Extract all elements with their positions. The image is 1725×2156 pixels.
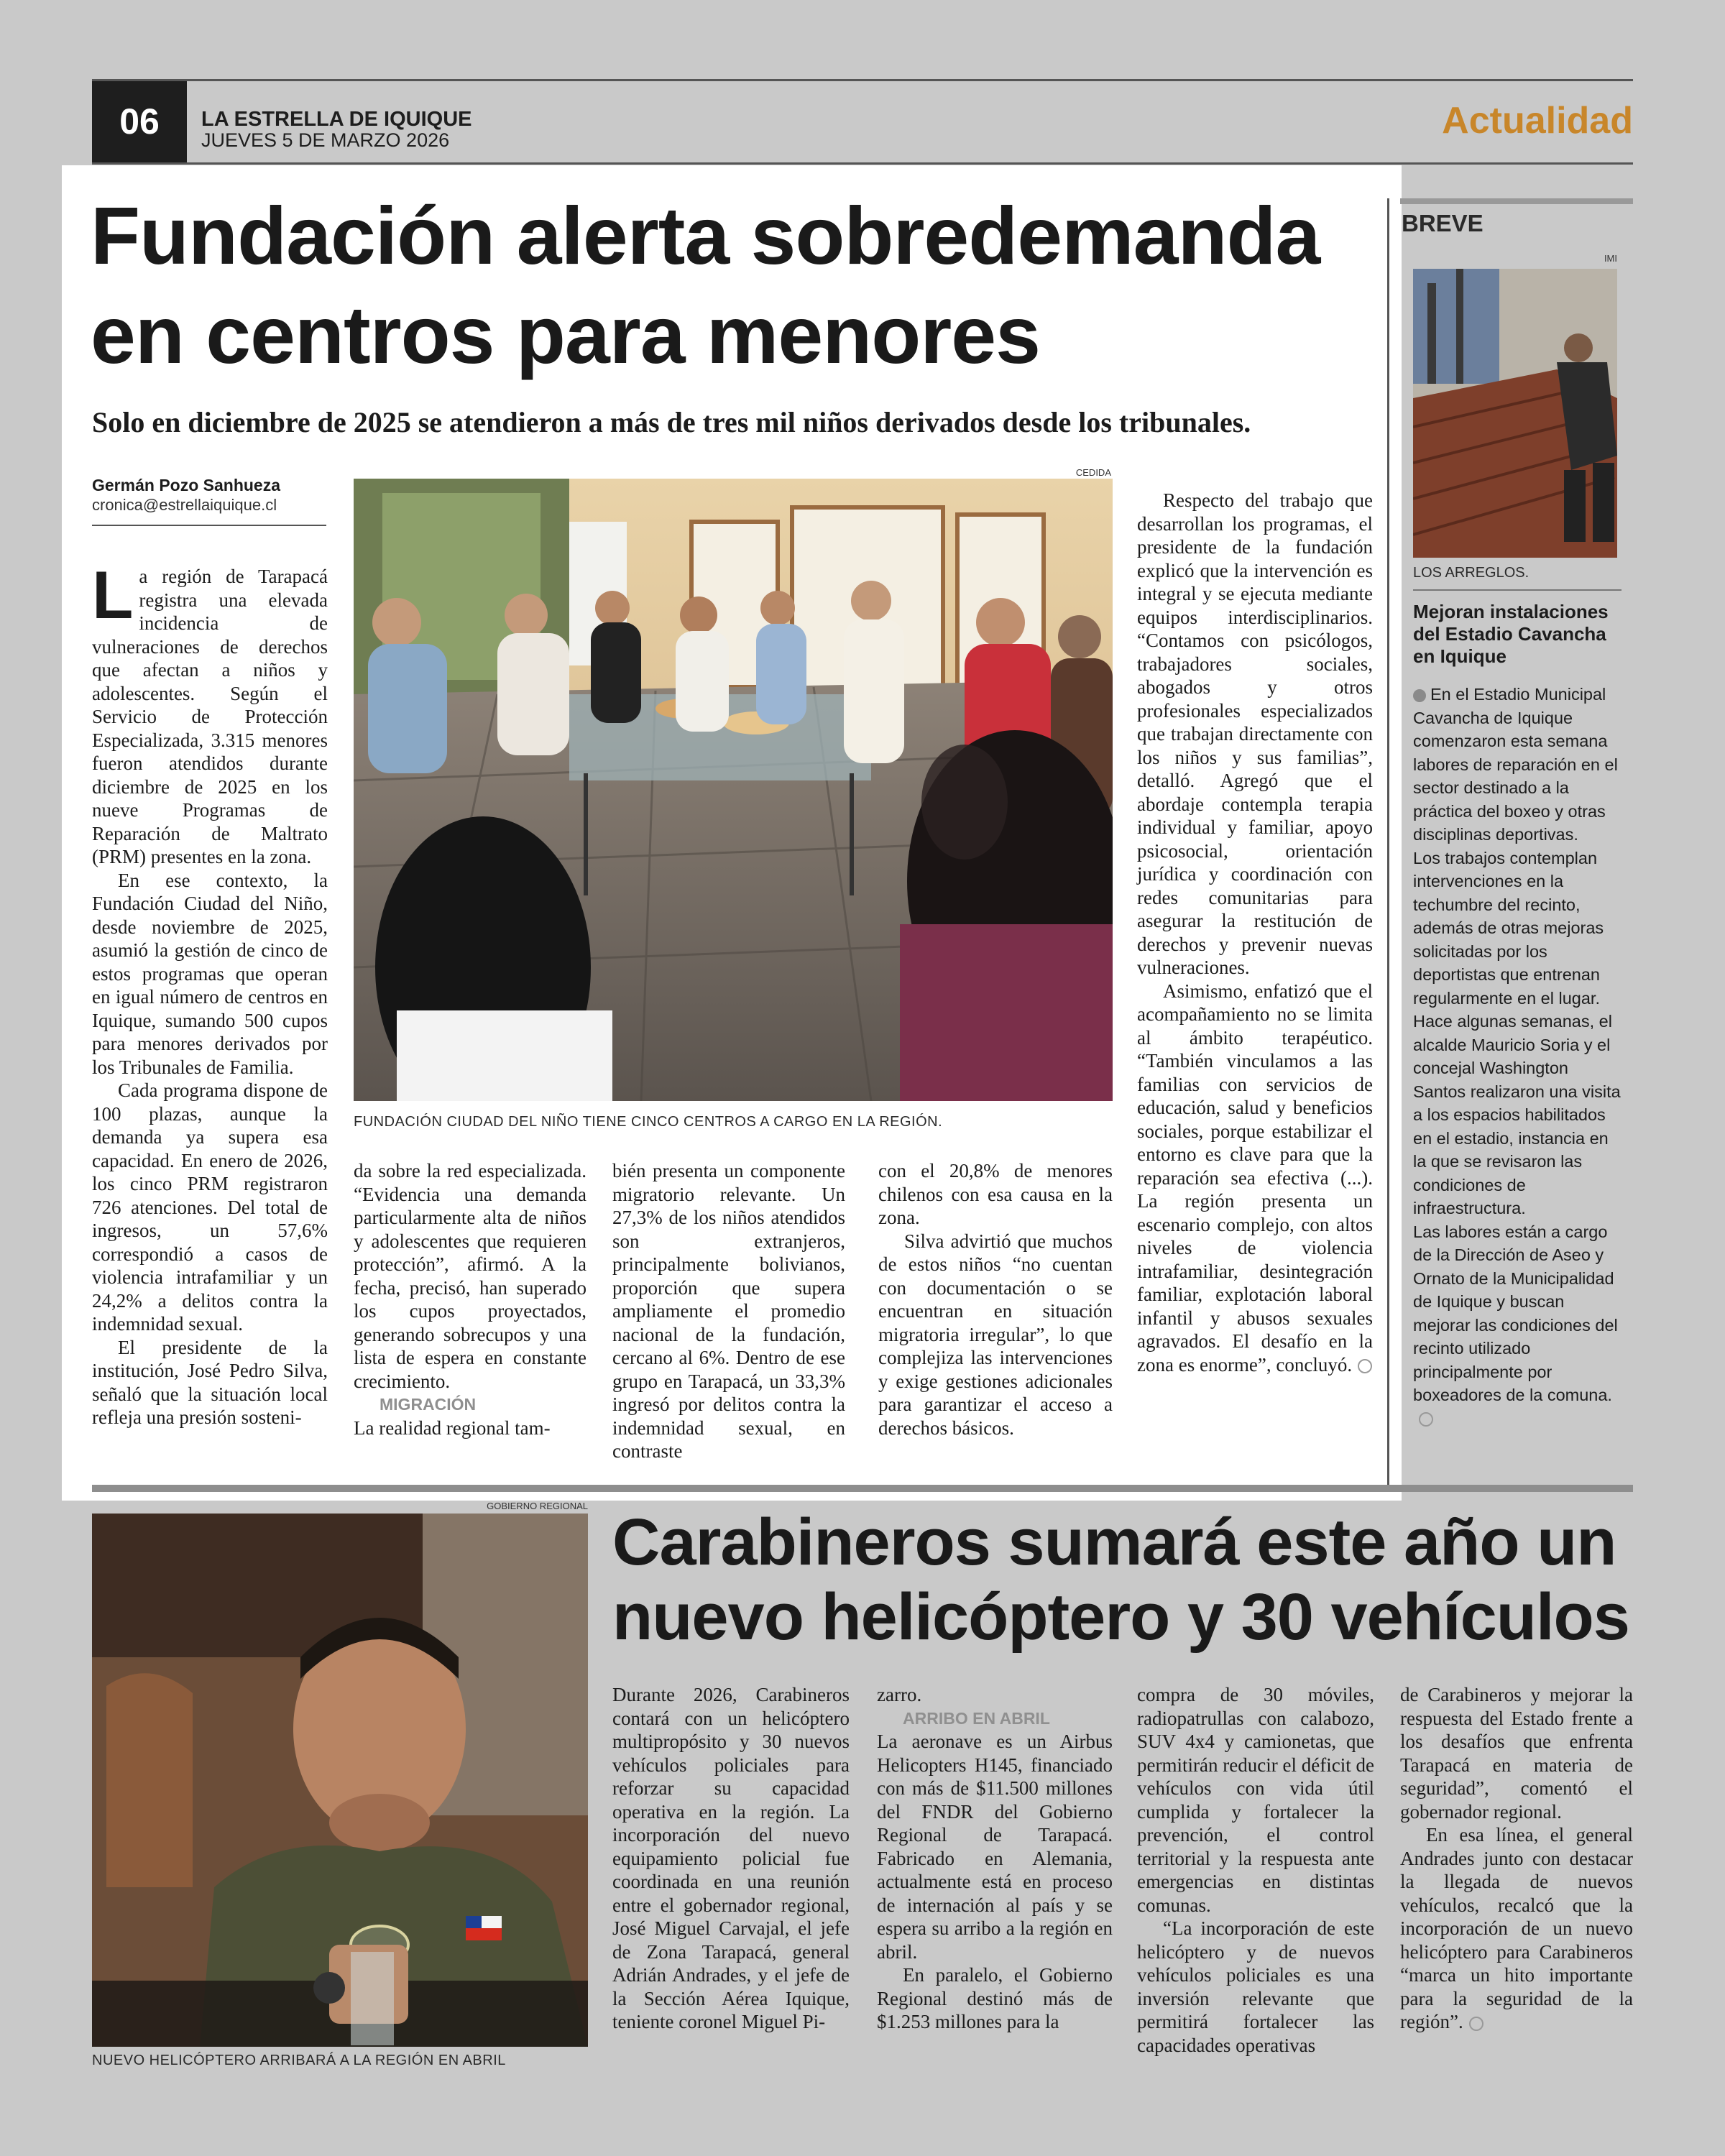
newspaper-name: LA ESTRELLA DE IQUIQUE [201,108,472,131]
second-col-3 [1137,1683,1374,2057]
main-headline-line2: en centros para menores [91,290,1040,380]
second-col-2 [877,1683,1113,2034]
main-col-5 [1137,489,1373,1376]
main-photo-credit: CEDIDA [1075,467,1111,478]
second-col2-p1: La aeronave es un Airbus Helicopters H145, financiado con más de $11.500 millones del FNDR del Gobierno Regional de Tarapacá. Fabricado en Alemania, actualmente está en proceso de internación al país y se espera su arribo a la región en abril. [877,1731,1113,1963]
breve-body [1413,683,1622,1430]
breve-p1: En el Estadio Municipal Cavancha de Iquique comenzaron esta semana labores de reparación en el sector destinado a la práctica del boxeo y otras disciplinas deportivas. [1413,685,1618,844]
second-col-4 [1400,1683,1633,2034]
main-photo [354,479,1113,1101]
breve-photo-credit: IMI [1604,253,1617,264]
main-col1-p1: La región de Tarapacá registra una elevada incidencia de vulneraciones de derechos que afectan a niños y adolescentes. Según el Servicio de Protección Especializada, 3.315 menores fueron atendidos durante diciembre de 2025 en los nueve Programas de Reparación de Maltrato (PRM) presentes en la zona. [92,557,328,867]
bullet-icon [1413,689,1426,702]
breve-top-rule [1400,198,1633,204]
main-col5-p2: Asimismo, enfatizó que el acompañamiento no se limita al ámbito terapéutico. “También vinculamos a las familias con servicios de educación, salud y beneficios sociales, porque estabilizar el entorno es clave para que la reparación sea efectiva (...). La región presenta un escenario complejo, con altos niveles de violencia intrafamiliar, desintegración familiar, explotación laboral infantil y abusos sexuales agravados. El desafío en la zona es enorme”, concluyó. [1137,980,1373,1376]
breve-end-mark-icon [1419,1412,1433,1427]
subhead-arribo: ARRIBO EN ABRIL [903,1708,1050,1728]
main-col1-p4: El presidente de la institución, José Pedro Silva, señaló que la situación local refleja una presión sosteni- [92,1336,328,1428]
main-col3-p1: bién presenta un componente migratorio relevante. Un 27,3% de los niños atendidos son extranjeros, principalmente bolivianos, proporción que supera ampliamente el promedio nacional de la fundación, cercano al 6%. Dentro de ese grupo en Tarapacá, un 33,3% ingresó por delitos contra la indemnidad sexual, en contraste [612,1160,845,1462]
byline-rule [92,525,326,526]
main-col-2 [354,1159,586,1439]
main-col2-p2: La realidad regional tam- [354,1416,551,1439]
main-col-3 [612,1159,845,1463]
subhead-migracion: MIGRACIÓN [380,1395,477,1414]
main-col-1 [92,557,328,1429]
main-subhead: Solo en diciembre de 2025 se atendieron a más de tres mil niños derivados desde los tribunales. [92,406,1251,438]
breve-p4: Las labores están a cargo de la Dirección de Aseo y Ornato de la Municipalidad de Iquique y buscan mejorar las condiciones del recinto utilizado principalmente por boxeadores de la comuna. [1413,1220,1622,1431]
breve-photo-caption: LOS ARREGLOS. [1413,565,1530,581]
main-col5-p1: Respecto del trabajo que desarrollan los programas, el presidente de la fundación explicó que la intervención es integral y se ejecuta mediante equipos interdisciplinarios. “Contamos con psicólogos, trabajadores sociales, abogados y otros profesionales especializados que trabajan directamente con los niños y sus familias”, detalló. Agregó que el abordaje contempla terapia individual y familiar, apoyo psicosocial, orientación jurídica y coordinación con redes comunitarias para asegurar la restitución de derechos y prevenir nuevas vulneraciones. [1137,489,1373,978]
issue-date: JUEVES 5 DE MARZO 2026 [201,129,450,151]
second-col3-p2: “La incorporación de este helicóptero y de nuevos vehículos policiales es una inversión relevante que permitirá fortalecer las capacidades operativas [1137,1917,1374,2056]
second-photo [92,1514,588,2047]
section-separator [92,1485,1633,1492]
main-col-4 [878,1159,1113,1439]
second-col4-p1: de Carabineros y mejorar la respuesta del Estado frente a los desafíos que enfrenta Tarapacá en materia de seguridad”, comentó el gobernador regional. [1400,1684,1633,1823]
main-headline-line1: Fundación alerta sobredemanda [91,190,1320,281]
main-col2-p1: da sobre la red especializada. “Evidencia una demanda particularmente alta de niños y adolescentes que requieren protección”, afirmó. A la fecha, precisó, han superado los cupos proyectados, generando sobrecupos y una lista de espera en constante crecimiento. [354,1160,586,1392]
author-email: cronica@estrellaiquique.cl [92,496,277,514]
breve-photo-image [1413,269,1617,558]
second-headline-line2: nuevo helicóptero y 30 vehículos [612,1580,1629,1654]
breve-divider [1387,198,1389,1492]
breve-label: BREVE [1402,210,1484,236]
second-col4-p2: En esa línea, el general Andrades junto con destacar la llegada de nuevos vehículos, recalcó que la incorporación de un nuevo helicóptero para Carabineros “marca un hito importante para la seguridad de la región”. [1400,1824,1633,2032]
second-col3-p1: compra de 30 móviles, radiopatrullas con calabozo, SUV 4x4 y camionetas, que permitirán reducir el déficit de vehículos con vida útil cumplida y fortalecer la prevención, el control territorial y la respuesta ante emergencias en distintas comunas. [1137,1684,1374,1916]
second-photo-credit: GOBIERNO REGIONAL [487,1501,588,1511]
second-col1-p1: Durante 2026, Carabineros contará con un helicóptero multipropósito y 30 nuevos vehículos policiales para reforzar su capacidad operativa en la región. La incorporación del nuevo equipamiento policial fue coordinada en una reunión entre el gobernador regional, José Miguel Carvajal, el jefe de Zona Tarapacá, general Adrián Andrades, y el jefe de la Sección Aérea Iquique, teniente coronel Miguel Pi- [612,1684,850,2032]
page-number-box [92,80,187,162]
main-photo-caption: FUNDACIÓN CIUDAD DEL NIÑO TIENE CINCO CENTROS A CARGO EN LA REGIÓN. [354,1114,943,1130]
breve-p2: Los trabajos contemplan intervenciones en la techumbre del recinto, además de otras mejoras solicitadas por los deportistas que entrenan regularmente en el lugar. [1413,848,1604,1008]
second-col2-p2: En paralelo, el Gobierno Regional destinó más de $1.253 millones para la [877,1964,1113,2032]
second-col-1 [612,1683,850,2034]
page-number: 06 [119,101,160,142]
second-photo-image [92,1514,588,2047]
main-col4-p1: con el 20,8% de menores chilenos con esa causa en la zona. [878,1160,1113,1228]
masthead-top-rule [92,79,1633,81]
second-col2-start: zarro. [877,1684,922,1705]
main-col1-p2: En ese contexto, la Fundación Ciudad del Niño, desde noviembre de 2025, asumió la gestión de cinco de estos programas que operan en igual número de centros en Iquique, sumando 500 cupos para menores derivados por los Tribunales de Familia. [92,869,328,1078]
second-headline-line1: Carabineros sumará este año un [612,1506,1616,1579]
breve-caption-rule [1413,589,1622,591]
main-photo-image [354,479,1113,1101]
end-mark-icon [1358,1359,1372,1373]
breve-p3: Hace algunas semanas, el alcalde Mauricio Soria y el concejal Washington Santos realizaron una visita a los espacios habilitados en el estadio, instancia en la que se revisaron las condiciones de infraestructura. [1413,1012,1621,1217]
section-label: Actualidad [1442,100,1633,142]
breve-title: Mejoran instalaciones del Estadio Cavancha en Iquique [1413,601,1609,667]
dropcap: L [92,557,134,632]
breve-photo [1413,269,1617,558]
masthead-bottom-rule [92,162,1633,165]
main-col1-p3: Cada programa dispone de 100 plazas, aunque la demanda ya supera esa capacidad. En enero de 2026, los cinco PRM registraron 726 atenciones. Del total de ingresos, un 57,6% correspondió a casos de violencia intrafamiliar y un 24,2% a delitos contra la indemnidad sexual. [92,1079,328,1335]
author-name: Germán Pozo Sanhueza [92,476,281,494]
second-photo-caption: NUEVO HELICÓPTERO ARRIBARÁ A LA REGIÓN EN ABRIL [92,2053,506,2068]
main-col4-p2: Silva advirtió que muchos de estos niños “no cuentan con documentación o se encuentran en situación migratoria irregular”, lo que complejiza las intervenciones y exige gestiones adicionales para garantizar el acceso a derechos básicos. [878,1230,1113,1439]
second-end-mark-icon [1469,2017,1484,2031]
